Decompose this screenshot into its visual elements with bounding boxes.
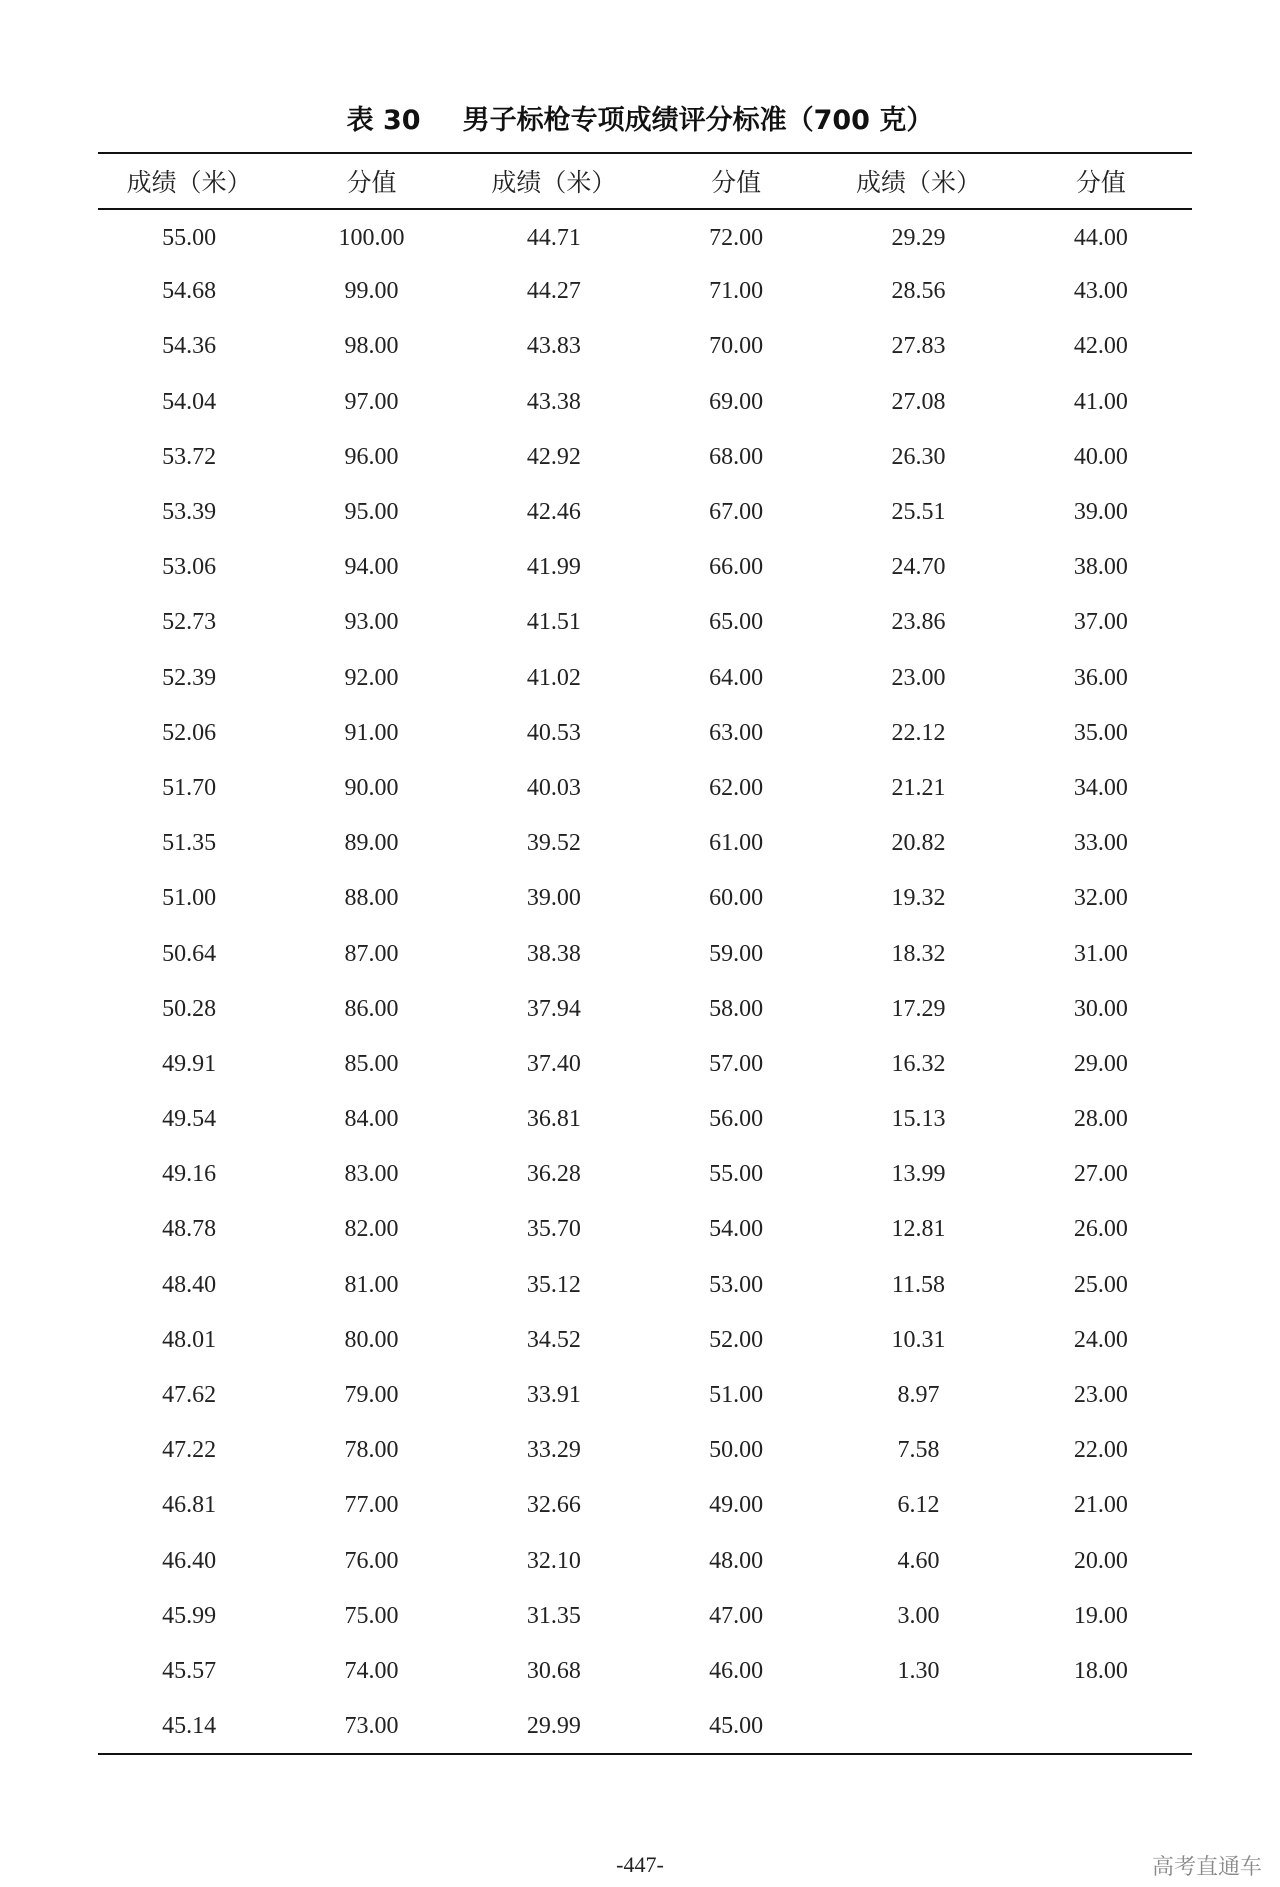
cell-distance-3: 16.32 — [891, 1050, 946, 1077]
cell-distance-3: 13.99 — [891, 1161, 946, 1188]
table-title — [0, 98, 1280, 137]
cell-distance-1: 47.62 — [162, 1382, 217, 1409]
cell-score-3: 31.00 — [1073, 940, 1128, 967]
cell-distance-2: 34.52 — [526, 1326, 581, 1353]
cell-score-3: 42.00 — [1073, 333, 1128, 360]
cell-score-1: 82.00 — [344, 1216, 399, 1243]
header-distance-2: 成绩（米） — [491, 168, 617, 197]
cell-score-1: 97.00 — [344, 388, 399, 415]
cell-distance-3 — [827, 1699, 1009, 1754]
table-row — [98, 926, 1192, 981]
cell-distance-2: 40.53 — [526, 719, 581, 746]
cell-score-3: 29.00 — [1073, 1050, 1128, 1077]
cell-score-1: 78.00 — [344, 1437, 399, 1464]
cell-score-2: 53.00 — [709, 1271, 764, 1298]
cell-distance-3: 27.83 — [891, 333, 946, 360]
cell-distance-1: 53.06 — [162, 554, 217, 581]
cell-score-3: 37.00 — [1073, 609, 1128, 636]
cell-score-1: 73.00 — [344, 1712, 399, 1739]
cell-score-3: 27.00 — [1073, 1161, 1128, 1188]
cell-distance-3: 1.30 — [897, 1657, 940, 1684]
cell-distance-3: 12.81 — [891, 1216, 946, 1243]
cell-score-3: 18.00 — [1073, 1657, 1128, 1684]
cell-distance-2: 37.40 — [526, 1050, 581, 1077]
cell-score-3: 30.00 — [1073, 995, 1128, 1022]
table-row — [98, 485, 1192, 540]
cell-distance-2: 36.28 — [526, 1161, 581, 1188]
table-row — [98, 319, 1192, 374]
cell-score-1: 80.00 — [344, 1326, 399, 1353]
cell-score-3: 36.00 — [1073, 664, 1128, 691]
cell-distance-2: 42.46 — [526, 499, 581, 526]
table-row — [98, 430, 1192, 485]
cell-score-2: 71.00 — [709, 278, 764, 305]
cell-distance-2: 41.51 — [526, 609, 581, 636]
cell-score-2: 69.00 — [709, 388, 764, 415]
cell-distance-2: 33.91 — [526, 1382, 581, 1409]
header-distance-1: 成绩（米） — [126, 168, 252, 197]
cell-score-2: 62.00 — [709, 774, 764, 801]
table-row — [98, 1589, 1192, 1644]
cell-score-2: 67.00 — [709, 499, 764, 526]
cell-distance-1: 51.35 — [162, 830, 217, 857]
cell-score-2: 65.00 — [709, 609, 764, 636]
cell-distance-2: 38.38 — [526, 940, 581, 967]
cell-score-2: 64.00 — [709, 664, 764, 691]
table-row — [98, 1644, 1192, 1699]
cell-distance-2: 43.38 — [526, 388, 581, 415]
cell-score-2: 56.00 — [709, 1106, 764, 1133]
cell-score-2: 68.00 — [709, 443, 764, 470]
cell-distance-1: 51.70 — [162, 774, 217, 801]
cell-distance-1: 49.91 — [162, 1050, 217, 1077]
cell-distance-1: 55.00 — [162, 224, 217, 251]
table-row — [98, 871, 1192, 926]
cell-score-2: 50.00 — [709, 1437, 764, 1464]
cell-distance-3: 27.08 — [891, 388, 946, 415]
cell-distance-3: 25.51 — [891, 499, 946, 526]
page-number: -447- — [616, 1852, 664, 1877]
cell-distance-2: 39.52 — [526, 830, 581, 857]
cell-score-2: 61.00 — [709, 830, 764, 857]
cell-score-3: 19.00 — [1073, 1602, 1128, 1629]
header-distance-3: 成绩（米） — [855, 168, 981, 197]
table-row — [98, 1037, 1192, 1092]
cell-distance-1: 50.64 — [162, 940, 217, 967]
table-row — [98, 1423, 1192, 1478]
cell-distance-2: 37.94 — [526, 995, 581, 1022]
cell-score-2: 70.00 — [709, 333, 764, 360]
cell-score-2: 54.00 — [709, 1216, 764, 1243]
cell-distance-1: 48.01 — [162, 1326, 217, 1353]
cell-distance-2: 35.12 — [526, 1271, 581, 1298]
cell-score-2: 59.00 — [709, 940, 764, 967]
cell-score-1: 89.00 — [344, 830, 399, 857]
table-row — [98, 1202, 1192, 1257]
cell-score-3 — [1010, 1699, 1192, 1754]
cell-score-1: 91.00 — [344, 719, 399, 746]
cell-score-3: 21.00 — [1073, 1492, 1128, 1519]
cell-score-1: 94.00 — [344, 554, 399, 581]
table-number: 表 30 — [346, 105, 421, 136]
table-row — [98, 1258, 1192, 1313]
cell-score-1: 90.00 — [344, 774, 399, 801]
cell-score-3: 28.00 — [1073, 1106, 1128, 1133]
cell-score-2: 48.00 — [709, 1547, 764, 1574]
cell-distance-3: 3.00 — [897, 1602, 940, 1629]
cell-score-2: 63.00 — [709, 719, 764, 746]
table-row — [98, 1313, 1192, 1368]
cell-distance-2: 39.00 — [526, 885, 581, 912]
cell-distance-2: 32.66 — [526, 1492, 581, 1519]
cell-distance-3: 10.31 — [891, 1326, 946, 1353]
header-score-2: 分值 — [711, 168, 762, 197]
cell-score-1: 98.00 — [344, 333, 399, 360]
cell-distance-1: 46.40 — [162, 1547, 217, 1574]
cell-score-2: 66.00 — [709, 554, 764, 581]
cell-distance-2: 43.83 — [526, 333, 581, 360]
cell-distance-2: 35.70 — [526, 1216, 581, 1243]
cell-distance-3: 17.29 — [891, 995, 946, 1022]
cell-distance-2: 33.29 — [526, 1437, 581, 1464]
cell-score-2: 45.00 — [709, 1712, 764, 1739]
score-table — [98, 152, 1192, 1755]
cell-score-3: 32.00 — [1073, 885, 1128, 912]
table-row — [98, 816, 1192, 871]
cell-score-3: 20.00 — [1073, 1547, 1128, 1574]
cell-score-2: 52.00 — [709, 1326, 764, 1353]
cell-distance-3: 15.13 — [891, 1106, 946, 1133]
cell-distance-3: 22.12 — [891, 719, 946, 746]
cell-distance-1: 46.81 — [162, 1492, 217, 1519]
cell-distance-1: 47.22 — [162, 1437, 217, 1464]
table-row — [98, 1699, 1192, 1754]
cell-score-3: 25.00 — [1073, 1271, 1128, 1298]
cell-score-1: 83.00 — [344, 1161, 399, 1188]
cell-distance-3: 20.82 — [891, 830, 946, 857]
cell-distance-1: 51.00 — [162, 885, 217, 912]
cell-distance-2: 40.03 — [526, 774, 581, 801]
cell-distance-3: 24.70 — [891, 554, 946, 581]
table-row — [98, 1092, 1192, 1147]
cell-score-2: 57.00 — [709, 1050, 764, 1077]
cell-score-2: 49.00 — [709, 1492, 764, 1519]
cell-distance-3: 23.00 — [891, 664, 946, 691]
table-row — [98, 1534, 1192, 1589]
cell-score-1: 77.00 — [344, 1492, 399, 1519]
cell-score-2: 55.00 — [709, 1161, 764, 1188]
cell-score-3: 38.00 — [1073, 554, 1128, 581]
cell-distance-3: 23.86 — [891, 609, 946, 636]
cell-distance-1: 54.36 — [162, 333, 217, 360]
cell-score-1: 99.00 — [344, 278, 399, 305]
cell-distance-1: 50.28 — [162, 995, 217, 1022]
cell-score-2: 60.00 — [709, 885, 764, 912]
cell-distance-3: 11.58 — [891, 1271, 946, 1298]
cell-score-3: 33.00 — [1073, 830, 1128, 857]
table-row — [98, 982, 1192, 1037]
cell-score-1: 88.00 — [344, 885, 399, 912]
watermark-text: 高考直通车 — [1151, 1855, 1262, 1880]
cell-score-1: 75.00 — [344, 1602, 399, 1629]
table-row — [98, 761, 1192, 816]
cell-distance-1: 54.04 — [162, 388, 217, 415]
header-score-1: 分值 — [346, 168, 397, 197]
cell-distance-1: 45.57 — [162, 1657, 217, 1684]
cell-distance-1: 52.39 — [162, 664, 217, 691]
cell-score-1: 96.00 — [344, 443, 399, 470]
cell-score-3: 43.00 — [1073, 278, 1128, 305]
cell-distance-3: 8.97 — [897, 1382, 940, 1409]
cell-score-1: 93.00 — [344, 609, 399, 636]
cell-score-3: 24.00 — [1073, 1326, 1128, 1353]
cell-distance-2: 32.10 — [526, 1547, 581, 1574]
cell-distance-2: 44.27 — [526, 278, 581, 305]
cell-distance-3: 4.60 — [897, 1547, 940, 1574]
cell-distance-3: 29.29 — [891, 224, 946, 251]
cell-distance-3: 21.21 — [891, 774, 946, 801]
cell-distance-3: 28.56 — [891, 278, 946, 305]
cell-score-2: 46.00 — [709, 1657, 764, 1684]
cell-distance-1: 48.78 — [162, 1216, 217, 1243]
cell-distance-1: 54.68 — [162, 278, 217, 305]
cell-distance-2: 36.81 — [526, 1106, 581, 1133]
table-row — [98, 1147, 1192, 1202]
cell-score-3: 26.00 — [1073, 1216, 1128, 1243]
cell-score-1: 76.00 — [344, 1547, 399, 1574]
cell-score-2: 72.00 — [709, 224, 764, 251]
cell-score-3: 35.00 — [1073, 719, 1128, 746]
cell-score-2: 51.00 — [709, 1382, 764, 1409]
cell-score-1: 81.00 — [344, 1271, 399, 1298]
cell-distance-1: 49.16 — [162, 1161, 217, 1188]
table-row — [98, 375, 1192, 430]
cell-score-3: 34.00 — [1073, 774, 1128, 801]
cell-score-3: 40.00 — [1073, 443, 1128, 470]
cell-score-1: 92.00 — [344, 664, 399, 691]
table-row — [98, 540, 1192, 595]
cell-distance-2: 41.99 — [526, 554, 581, 581]
cell-distance-2: 29.99 — [526, 1712, 581, 1739]
cell-distance-3: 26.30 — [891, 443, 946, 470]
cell-distance-1: 45.99 — [162, 1602, 217, 1629]
table-caption: 男子标枪专项成绩评分标准（700 克） — [462, 105, 934, 136]
cell-distance-1: 52.73 — [162, 609, 217, 636]
cell-distance-2: 44.71 — [526, 224, 581, 251]
cell-distance-1: 53.72 — [162, 443, 217, 470]
cell-score-1: 85.00 — [344, 1050, 399, 1077]
cell-distance-1: 53.39 — [162, 499, 217, 526]
cell-distance-1: 49.54 — [162, 1106, 217, 1133]
cell-score-1: 84.00 — [344, 1106, 399, 1133]
cell-distance-2: 30.68 — [526, 1657, 581, 1684]
cell-distance-1: 48.40 — [162, 1271, 217, 1298]
cell-distance-3: 18.32 — [891, 940, 946, 967]
cell-score-3: 41.00 — [1073, 388, 1128, 415]
cell-distance-2: 31.35 — [526, 1602, 581, 1629]
table-row — [98, 706, 1192, 761]
table-row — [98, 1368, 1192, 1423]
cell-distance-2: 41.02 — [526, 664, 581, 691]
cell-score-1: 86.00 — [344, 995, 399, 1022]
cell-score-2: 58.00 — [709, 995, 764, 1022]
cell-score-3: 44.00 — [1073, 224, 1128, 251]
cell-score-3: 22.00 — [1073, 1437, 1128, 1464]
table-row — [98, 209, 1192, 264]
table-row — [98, 595, 1192, 650]
cell-distance-3: 7.58 — [897, 1437, 940, 1464]
header-score-3: 分值 — [1075, 168, 1126, 197]
cell-distance-3: 6.12 — [897, 1492, 940, 1519]
cell-score-1: 100.00 — [338, 224, 405, 251]
cell-score-3: 23.00 — [1073, 1382, 1128, 1409]
cell-distance-2: 42.92 — [526, 443, 581, 470]
cell-distance-1: 45.14 — [162, 1712, 217, 1739]
cell-score-3: 39.00 — [1073, 499, 1128, 526]
table-body — [98, 209, 1192, 1754]
cell-distance-1: 52.06 — [162, 719, 217, 746]
cell-score-1: 95.00 — [344, 499, 399, 526]
cell-score-1: 79.00 — [344, 1382, 399, 1409]
cell-distance-3: 19.32 — [891, 885, 946, 912]
table-row — [98, 1478, 1192, 1533]
cell-score-1: 74.00 — [344, 1657, 399, 1684]
cell-score-2: 47.00 — [709, 1602, 764, 1629]
header-row — [98, 153, 1192, 209]
table-row — [98, 651, 1192, 706]
table-row — [98, 264, 1192, 319]
cell-score-1: 87.00 — [344, 940, 399, 967]
